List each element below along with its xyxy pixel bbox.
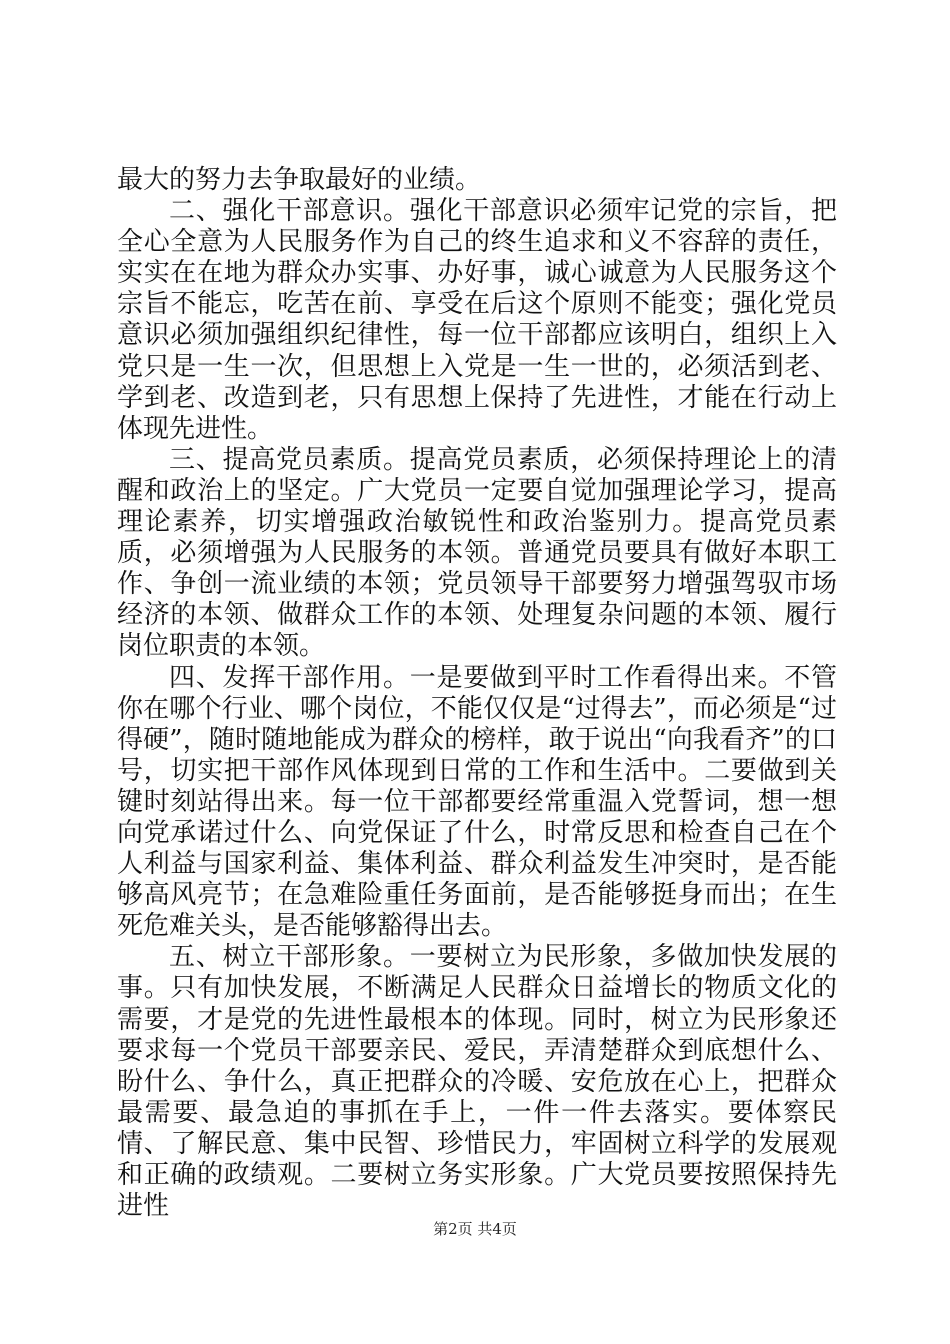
paragraph-2: 二、强化干部意识。强化干部意识必须牢记党的宗旨，把全心全意为人民服务作为自己的终生追求和义不容辞的责任，实实在在地为群众办实事、办好事，诚心诚意为人民服务这个宗旨不能忘，吃苦在前、享受在后这个原则不能变；强化党员意识必须加强组织纪律性，每一位干部都应该明白，组织上入党只是一生一次，但思想上入党是一生一世的，必须活到老、学到老、改造到老，只有思想上保持了先进性，才能在行动上体现先进性。 (117, 196, 837, 444)
paragraph-continuation: 最大的努力去争取最好的业绩。 (117, 165, 482, 195)
paragraph-5: 五、树立干部形象。一要树立为民形象，多做加快发展的事。只有加快发展，不断满足人民群众日益增长的物质文化的需要，才是党的先进性最根本的体现。同时，树立为民形象还要求每一个党员干部要亲民、爱民，弄清楚群众到底想什么、盼什么、争什么，真正把群众的冷暖、安危放在心上，把群众最需要、最急迫的事抓在手上，一件一件去落实。要体察民情、了解民意、集中民智、珍惜民力，牢固树立科学的发展观和正确的政绩观。二要树立务实形象。广大党员要按照保持先进性 (117, 942, 837, 1222)
paragraph-3: 三、提高党员素质。提高党员素质，必须保持理论上的清醒和政治上的坚定。广大党员一定要自觉加强理论学习，提高理论素养，切实增强政治敏锐性和政治鉴别力。提高党员素质，必须增强为人民服务的本领。普通党员要具有做好本职工作、争创一流业绩的本领；党员领导干部要努力增强驾驭市场经济的本领、做群众工作的本领、处理复杂问题的本领、履行岗位职责的本领。 (117, 444, 837, 662)
document-body (117, 165, 837, 1222)
paragraph-4: 四、发挥干部作用。一是要做到平时工作看得出来。不管你在哪个行业、哪个岗位，不能仅仅是“过得去”，而必须是“过得硬”，随时随地能成为群众的榜样，敢于说出“向我看齐”的口号，切实把干部作风体现到日常的工作和生活中。二要做到关键时刻站得出来。每一位干部都要经常重温入党誓词，想一想向党承诺过什么、向党保证了什么，时常反思和检查自己在个人利益与国家利益、集体利益、群众利益发生冲突时，是否能够高风亮节；在急难险重任务面前，是否能够挺身而出；在生死危难关头，是否能够豁得出去。 (117, 662, 837, 942)
page-footer: 第2页 共4页 (433, 1220, 517, 1238)
